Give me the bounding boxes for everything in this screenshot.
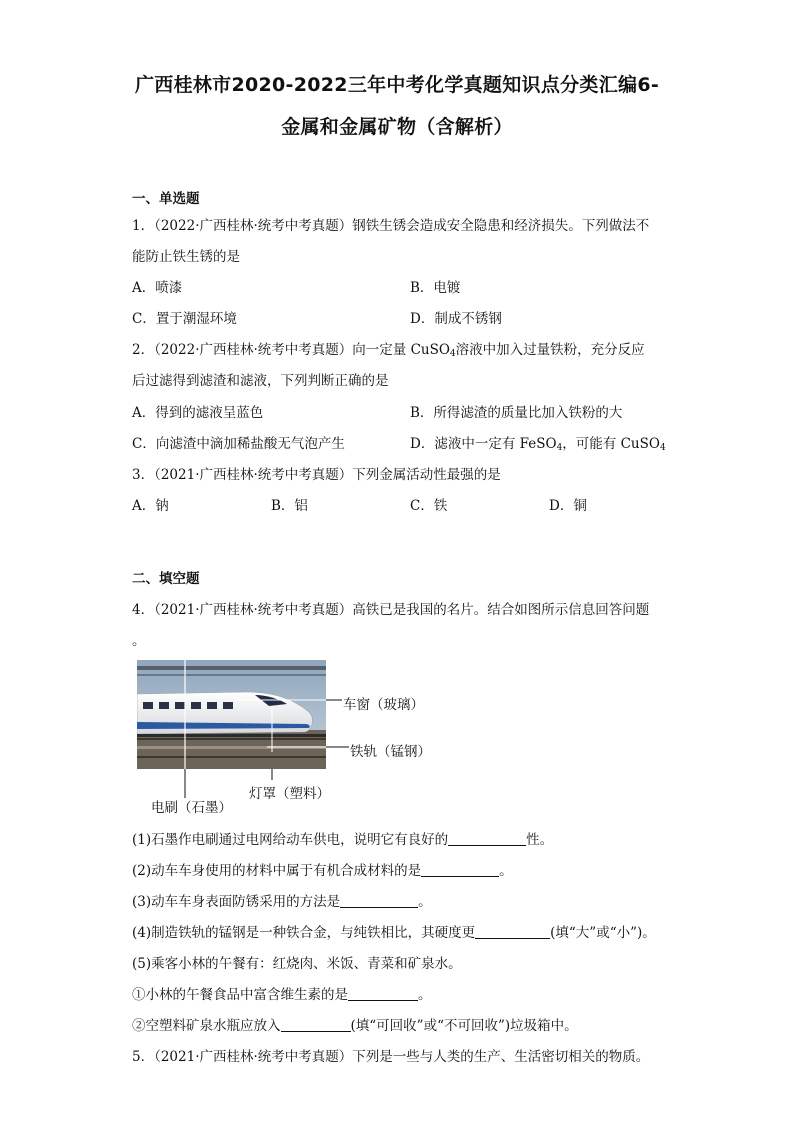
q4-sub5: (5)乘客小林的午餐有：红烧肉、米饭、青菜和矿泉水。 bbox=[132, 956, 462, 972]
q3-stem-line1: 3．（2021·广西桂林·统考中考真题）下列金属活动性最强的是 bbox=[132, 467, 501, 483]
label-lamp-cover: 灯罩（塑料） bbox=[249, 786, 330, 802]
q4-sub2-pre: (2)动车车身使用的材料中属于有机合成材料的是 bbox=[132, 863, 422, 879]
q2-stem-line2: 后过滤得到滤渣和滤液，下列判断正确的是 bbox=[132, 373, 389, 389]
q4-sub3-pre: (3)动车车身表面防锈采用的方法是 bbox=[132, 894, 341, 910]
label-brush: 电刷（石墨） bbox=[151, 800, 232, 816]
q2-subscript: 4 bbox=[449, 349, 456, 359]
q1-option-a: A．喷漆 bbox=[132, 280, 183, 296]
q4-sub5a-post: 。 bbox=[418, 987, 432, 1003]
section-heading-fill-blank: 二、填空题 bbox=[132, 571, 200, 587]
q4-sub4-pre: (4)制造铁轨的锰钢是一种铁合金，与纯铁相比，其硬度更 bbox=[132, 925, 476, 941]
q4-sub2-post: 。 bbox=[499, 863, 513, 879]
q5-stem-line1: 5．（2021·广西桂林·统考中考真题）下列是一些与人类的生产、生活密切相关的物质。 bbox=[132, 1049, 650, 1065]
q4-sub1-blank[interactable] bbox=[448, 831, 526, 846]
q2-stem-pre: 2．（2022·广西桂林·统考中考真题）向一定量 CuSO bbox=[132, 342, 450, 358]
q4-sub1-post: 性。 bbox=[526, 832, 554, 848]
q2-option-a: A．得到的滤液呈蓝色 bbox=[132, 405, 264, 421]
section-heading-single-choice: 一、单选题 bbox=[132, 191, 200, 207]
q1-stem-line2: 能防止铁生锈的是 bbox=[132, 249, 240, 265]
q2-stem-line1 bbox=[132, 338, 645, 359]
q4-sub4-blank[interactable] bbox=[475, 924, 550, 939]
doc-title-line2: 金属和金属矿物（含解析） bbox=[281, 116, 513, 138]
q2-option-d-sub1: 4 bbox=[556, 443, 563, 453]
q1-option-c: C．置于潮湿环境 bbox=[132, 311, 237, 327]
q1-option-d: D．制成不锈钢 bbox=[410, 311, 502, 327]
q3-option-b: B．铝 bbox=[271, 498, 308, 514]
q2-stem-post: 溶液中加入过量铁粉，充分反应 bbox=[455, 342, 645, 358]
doc-title-line1: 广西桂林市2020-2022三年中考化学真题知识点分类汇编6- bbox=[134, 74, 660, 96]
q2-option-d-pre: D．滤液中一定有 FeSO bbox=[410, 436, 557, 452]
q4-sub3-blank[interactable] bbox=[340, 893, 418, 908]
label-train-window: 车窗（玻璃） bbox=[343, 697, 424, 713]
q4-stem-line2: 。 bbox=[132, 633, 146, 649]
label-rail: 铁轨（锰钢） bbox=[350, 744, 431, 760]
q1-stem-line1: 1．（2022·广西桂林·统考中考真题）钢铁生锈会造成安全隐患和经济损失。下列做法不 bbox=[132, 218, 650, 234]
q4-sub5b bbox=[132, 1014, 578, 1034]
q4-sub5b-blank[interactable] bbox=[281, 1017, 351, 1032]
q3-option-a: A．钠 bbox=[132, 498, 169, 514]
q4-sub4-post: (填“大”或“小”)。 bbox=[550, 925, 656, 941]
q1-option-b: B．电镀 bbox=[410, 280, 461, 296]
q2-option-c: C．向滤渣中滴加稀盐酸无气泡产生 bbox=[132, 436, 345, 452]
q4-sub5b-post: (填“可回收”或“不可回收”)垃圾箱中。 bbox=[350, 1018, 578, 1034]
q3-option-d: D．铜 bbox=[549, 498, 587, 514]
q2-option-d-mid: ，可能有 CuSO bbox=[562, 436, 660, 452]
q2-option-d bbox=[410, 432, 666, 453]
q3-option-c: C．铁 bbox=[410, 498, 448, 514]
q4-sub1 bbox=[132, 828, 553, 848]
q4-sub5a-pre: ①小林的午餐食品中富含维生素的是 bbox=[132, 987, 348, 1003]
q4-sub5a-blank[interactable] bbox=[348, 986, 418, 1001]
q4-sub4 bbox=[132, 921, 656, 941]
q4-sub1-pre: (1)石墨作电刷通过电网给动车供电，说明它有良好的 bbox=[132, 832, 449, 848]
q2-option-d-sub2: 4 bbox=[659, 443, 666, 453]
q4-sub5b-pre: ②空塑料矿泉水瓶应放入 bbox=[132, 1018, 281, 1034]
q4-sub3 bbox=[132, 890, 432, 910]
q4-sub3-post: 。 bbox=[418, 894, 432, 910]
bullet-train-figure bbox=[137, 660, 437, 820]
q4-stem-line1: 4．（2021·广西桂林·统考中考真题）高铁已是我国的名片。结合如图所示信息回答问题 bbox=[132, 602, 650, 618]
q4-sub2-blank[interactable] bbox=[421, 862, 499, 877]
q4-sub2 bbox=[132, 859, 513, 879]
q4-sub5a bbox=[132, 983, 432, 1003]
q2-option-b: B．所得滤渣的质量比加入铁粉的大 bbox=[410, 405, 623, 421]
